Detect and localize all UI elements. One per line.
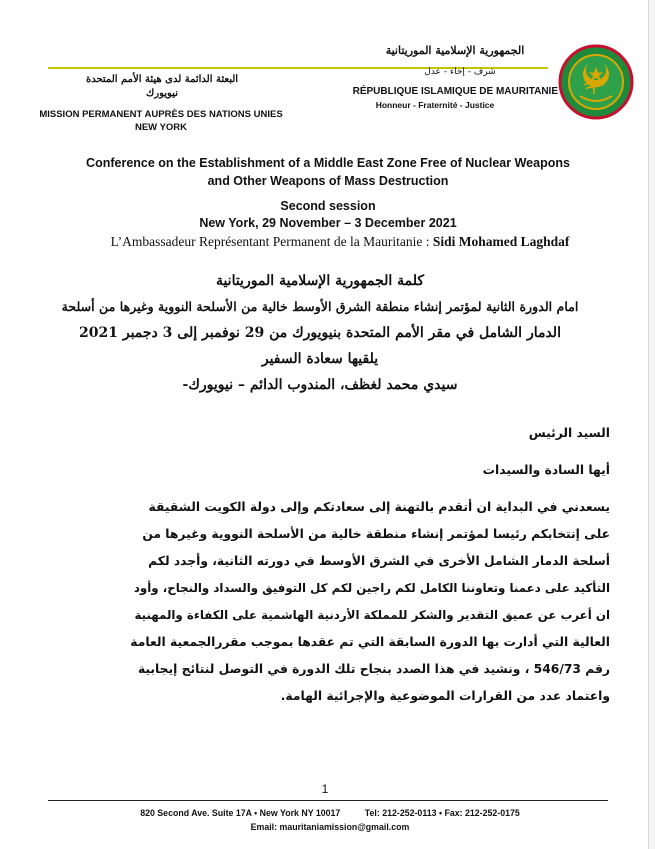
paragraph-line: على إنتخابكم رئيسا لمؤتمر إنشاء منطقة خالية من الأسلحة النووية وغيرها من — [142, 527, 610, 541]
ambassador-title: L’Ambassadeur Représentant Permanent de la Mauritanie : — [110, 234, 433, 249]
mauritania-seal-icon — [558, 44, 634, 120]
mission-name-french — [36, 108, 286, 134]
mission-name-french-line1: MISSION PERMANENT AUPRÈS DES NATIONS UNIES — [39, 109, 283, 120]
mission-name-arabic-line1: البعثة الدائمة لدى هيئة الأمم المتحدة — [85, 74, 239, 85]
conference-title — [60, 154, 596, 190]
arabic-heading — [60, 268, 580, 398]
salutation-president: السيد الرئيس — [528, 426, 610, 440]
arabic-heading-line: يلقيها سعادة السفير — [261, 351, 379, 367]
ambassador-line — [60, 234, 620, 250]
arabic-heading-line: امام الدورة الثانية لمؤتمر إنشاء منطقة الشرق الأوسط خالية من الأسلحة النووية وغيرها من أسلحة — [61, 299, 579, 314]
footer-rule — [48, 800, 608, 801]
motto-french: Honneur - Fraternité - Justice — [375, 100, 495, 110]
mission-name-arabic — [52, 73, 272, 101]
paragraph-line: يسعدني في البداية ان أتقدم بالتهنة إلى سعادتكم وإلى دولة الكويت الشقيقة — [148, 500, 610, 514]
arabic-heading-title: كلمة الجمهورية الإسلامية الموريتانية — [215, 273, 425, 289]
republic-name-arabic: الجمهورية الإسلامية الموريتانية — [385, 44, 525, 57]
session-name: Second session — [280, 199, 376, 213]
session-place-date: New York, 29 November – 3 December 2021 — [199, 216, 457, 230]
paragraph-line: ان أعرب عن عميق التقدير والشكر للمملكة الأردنية الهاشمية على الكفاءة والمهنية — [134, 608, 610, 622]
arabic-speech-body — [42, 420, 610, 710]
salutation-audience: أيها السادة والسيدات — [482, 463, 610, 477]
session-info — [60, 198, 596, 232]
mission-name-french-line2: NEW YORK — [134, 122, 188, 133]
footer-contact — [60, 806, 600, 834]
conference-title-line1: Conference on the Establishment of a Middle East Zone Free of Nuclear Weapons — [86, 156, 570, 170]
footer-email: Email: mauritaniamission@gmail.com — [250, 822, 410, 832]
paragraph-line: التأكيد على دعمنا وتعاوننا الكامل لكم راجين لكم كل التوفيق والسداد والنجاح، وأود — [133, 581, 610, 595]
paragraph-line: رقم 546/73 ، ونشيد في هذا الصدد بنجاح تلك الدورة في التوصل لنتائج إيجابية — [137, 662, 610, 676]
arabic-heading-speaker: سيدي محمد لغظف، المندوب الدائم – نيويورك- — [182, 377, 458, 393]
arabic-heading-line: الدمار الشامل في مقر الأمم المتحدة بنيويورك من 29 نوفمبر إلى 3 دجمبر 2021 — [79, 325, 561, 341]
motto-arabic: شرف - إخاء - عدل — [424, 67, 496, 77]
paragraph-line: أسلحة الدمار الشامل الأخرى في الشرق الأوسط في دورته الثانية، وأجدد لكم — [148, 554, 610, 568]
mission-name-arabic-line2: نيويورك — [146, 88, 178, 99]
paragraph-line: العالية التي أدارت بها الدورة السابقة التي تم عقدها بموجب مقررالجمعية العامة — [130, 635, 610, 649]
footer-phone: Tel: 212-252-0113 • Fax: 212-252-0175 — [364, 808, 520, 818]
republic-name-french: RÉPUBLIQUE ISLAMIQUE DE MAURITANIE — [352, 86, 558, 97]
footer-address: 820 Second Ave. Suite 17A • New York NY 10017 — [140, 808, 341, 818]
conference-title-line2: and Other Weapons of Mass Destruction — [207, 174, 449, 188]
page-number: 1 — [321, 782, 329, 796]
ambassador-name: Sidi Mohamed Laghdaf — [432, 234, 570, 249]
paragraph-line: واعتماد عدد من القرارات الموضوعية والإجرائية الهامة. — [280, 689, 610, 703]
